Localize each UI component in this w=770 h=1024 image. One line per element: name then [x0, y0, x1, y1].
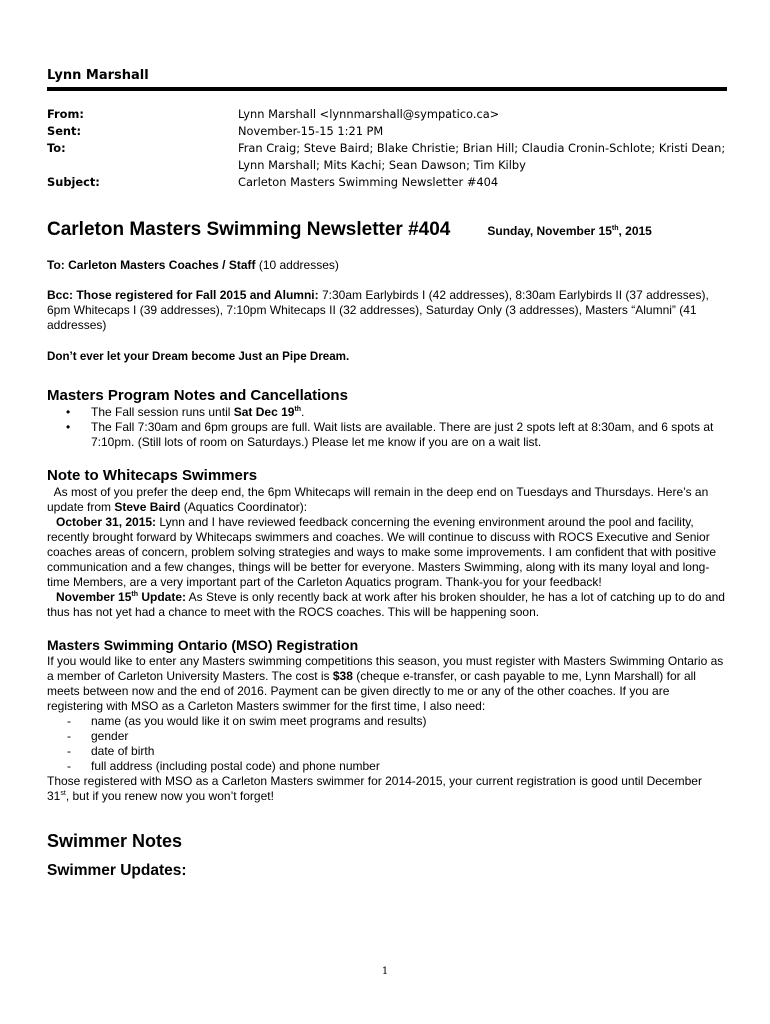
- subject-row: [47, 174, 727, 191]
- sent-value: November-15-15 1:21 PM: [238, 124, 384, 138]
- list-item: - gender: [67, 729, 129, 743]
- list-item: • The Fall 7:30am and 6pm groups are full. Wait lists are available. There are just 2 spots left at 8:30am, and 6 spots at 7:10pm. (Still lots of room on Saturdays.) Please let me know if you are on a wait list.: [66, 420, 714, 449]
- program-notes-list: [47, 405, 727, 450]
- list-item: - name (as you would like it on swim meet programs and results): [67, 714, 427, 728]
- page-number: 1: [381, 966, 389, 977]
- newsletter-date: Sunday, November 15th, 2015: [487, 224, 652, 238]
- whitecaps-heading: Note to Whitecaps Swimmers: [47, 467, 258, 484]
- email-header-block: [47, 106, 727, 191]
- recipients-bcc-line: Bcc: Those registered for Fall 2015 and Alumni: 7:30am Earlybirds I (42 addresses), 8:30am Earlybirds II (37 addresses), 6pm Whitecaps I (39 addresses), 7:10pm Whitecaps II (32 addresses), Saturday Only (3 addresses), Masters “Alumni” (41 addresses): [47, 288, 709, 332]
- email-sender-name: Lynn Marshall: [47, 68, 149, 83]
- subject-label: Subject:: [47, 175, 100, 189]
- to-row-continued: [47, 157, 727, 174]
- newsletter-title: Carleton Masters Swimming Newsletter #404: [47, 219, 451, 240]
- mso-heading: Masters Swimming Ontario (MSO) Registration: [47, 637, 359, 653]
- to-row: [47, 140, 727, 157]
- list-item: • The Fall session runs until Sat Dec 19th.: [66, 405, 305, 419]
- newsletter-title-row: [47, 219, 727, 241]
- mso-requirements-list: [47, 714, 727, 774]
- from-row: [47, 106, 727, 123]
- document-page: [47, 68, 727, 881]
- to-value-line1: Fran Craig; Steve Baird; Blake Christie; Brian Hill; Claudia Cronin-Schlote; Kristi Dean;: [238, 141, 726, 155]
- mso-paragraph: If you would like to enter any Masters swimming competitions this season, you must register with Masters Swimming Ontario as a member of Carleton University Masters. The cost is $38 (cheque e-transfer, or cash payable to me, Lynn Marshall) for all meets between now and the end of 2016. Payment can be given directly to me or any of the other coaches. If you are registering with MSO as a Carleton Masters swimmer for the first time, I also need:: [47, 654, 724, 713]
- list-item: - date of birth: [67, 744, 155, 758]
- swimmer-notes-heading: Swimmer Notes: [47, 831, 183, 851]
- sent-row: [47, 123, 727, 140]
- swimmer-updates-subheading: Swimmer Updates:: [47, 862, 187, 879]
- program-notes-heading: Masters Program Notes and Cancellations: [47, 387, 348, 404]
- sent-label: Sent:: [47, 124, 82, 138]
- whitecaps-intro: As most of you prefer the deep end, the 6pm Whitecaps will remain in the deep end on Tuesdays and Thursdays. Here’s an update from Steve Baird (Aquatics Coordinator):: [47, 485, 712, 514]
- bullet-icon: •: [66, 420, 71, 434]
- bullet-icon: •: [66, 405, 71, 419]
- header-divider: [47, 87, 727, 91]
- recipients-to-line: To: Carleton Masters Coaches / Staff (10 addresses): [47, 258, 339, 272]
- whitecaps-november-update: November 15th Update: As Steve is only recently back at work after his broken shoulder, he has a lot of catching up to do and thus has not yet had a chance to meet with the ROCS coaches. This will be happening soon.: [47, 590, 725, 619]
- from-value: Lynn Marshall <lynnmarshall@sympatico.ca>: [238, 107, 500, 121]
- list-item: - full address (including postal code) and phone number: [67, 759, 380, 773]
- motto-line: Don’t ever let your Dream become Just an Pipe Dream.: [47, 350, 350, 363]
- subject-value: Carleton Masters Swimming Newsletter #404: [238, 175, 499, 189]
- mso-closing: Those registered with MSO as a Carleton Masters swimmer for 2014-2015, your current registration is good until December 31st, but if you renew now you won’t forget!: [47, 774, 702, 803]
- to-value-line2: Lynn Marshall; Mits Kachi; Sean Dawson; Tim Kilby: [238, 158, 526, 172]
- to-label: To:: [47, 141, 66, 155]
- whitecaps-october-update: October 31, 2015: Lynn and I have reviewed feedback concerning the evening environment around the pool and facility, recently brought forward by Whitecaps swimmers and coaches. We will continue to discuss with ROCS Executive and Senior coaches areas of concern, problem solving strategies and ways to make some improvements. I am confident that with positive communication and a few changes, things will be better for everyone. Masters Swimming, along with its many loyal and long-time Members, are a very important part of the Carleton Aquatics program. Thank-you for your feedback!: [47, 515, 716, 589]
- from-label: From:: [47, 107, 84, 121]
